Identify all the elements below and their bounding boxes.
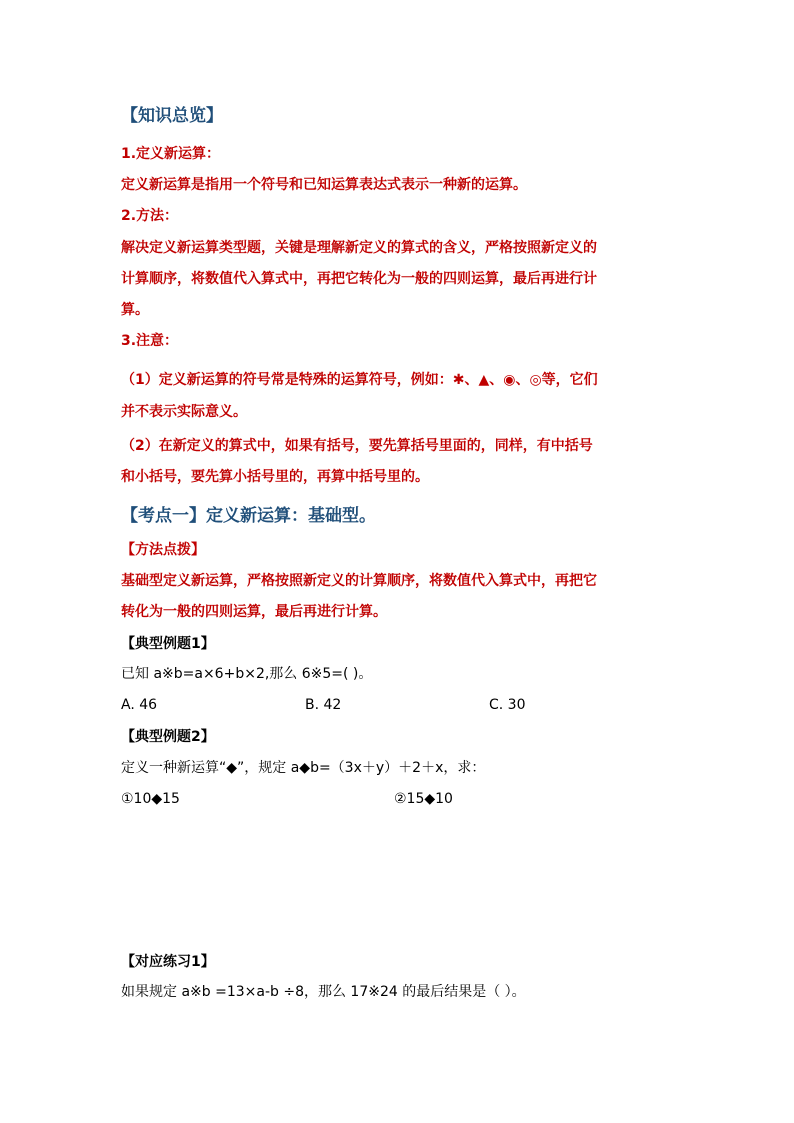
example2-title: 【典型例题2】 bbox=[121, 729, 215, 745]
point1-heading: 【考点一】定义新运算：基础型。 bbox=[121, 506, 376, 526]
section3-body-line2: 并不表示实际意义。 bbox=[121, 404, 247, 420]
section1-title: 1.定义新运算： bbox=[121, 146, 221, 162]
section2-title: 2.方法： bbox=[121, 208, 179, 224]
example1-option-b: B. 42 bbox=[305, 697, 342, 713]
example1-option-c: C. 30 bbox=[489, 697, 526, 713]
section2-body-line2: 计算顺序，将数值代入算式中，再把它转化为一般的四则运算，最后再进行计 bbox=[121, 271, 597, 287]
section1-body: 定义新运算是指用一个符号和已知运算表达式表示一种新的运算。 bbox=[121, 177, 527, 193]
method-title: 【方法点拨】 bbox=[121, 542, 205, 558]
method-body-line2: 转化为一般的四则运算，最后再进行计算。 bbox=[121, 604, 387, 620]
section2-body-line3: 算。 bbox=[121, 302, 149, 318]
example2-question: 定义一种新运算“◆”，规定 a◆b=（3x＋y）＋2＋x，求： bbox=[121, 760, 486, 776]
section3-title: 3.注意： bbox=[121, 333, 179, 349]
method-body-line1: 基础型定义新运算，严格按照新定义的计算顺序，将数值代入算式中，再把它 bbox=[121, 573, 597, 589]
example1-option-a: A. 46 bbox=[121, 697, 158, 713]
example1-question: 已知 a※b=a×6+b×2,那么 6※5=( )。 bbox=[121, 666, 373, 682]
practice1-question: 如果规定 a※b =13×a-b ÷8，那么 17※24 的最后结果是（ ）。 bbox=[121, 984, 526, 1000]
section3-body-line4: 和小括号，要先算小括号里的，再算中括号里的。 bbox=[121, 469, 429, 485]
section3-body-line3: （2）在新定义的算式中，如果有括号，要先算括号里面的，同样，有中括号 bbox=[121, 438, 593, 454]
example1-title: 【典型例题1】 bbox=[121, 636, 215, 652]
example2-item2: ②15◆10 bbox=[394, 791, 453, 807]
practice1-title: 【对应练习1】 bbox=[121, 954, 215, 970]
example2-item1: ①10◆15 bbox=[121, 791, 180, 807]
overview-heading: 【知识总览】 bbox=[121, 106, 223, 126]
section3-body-line1: （1）定义新运算的符号常是特殊的运算符号，例如：✱、▲、◉、◎等，它们 bbox=[121, 372, 598, 388]
section2-body-line1: 解决定义新运算类型题，关键是理解新定义的算式的含义，严格按照新定义的 bbox=[121, 240, 597, 256]
